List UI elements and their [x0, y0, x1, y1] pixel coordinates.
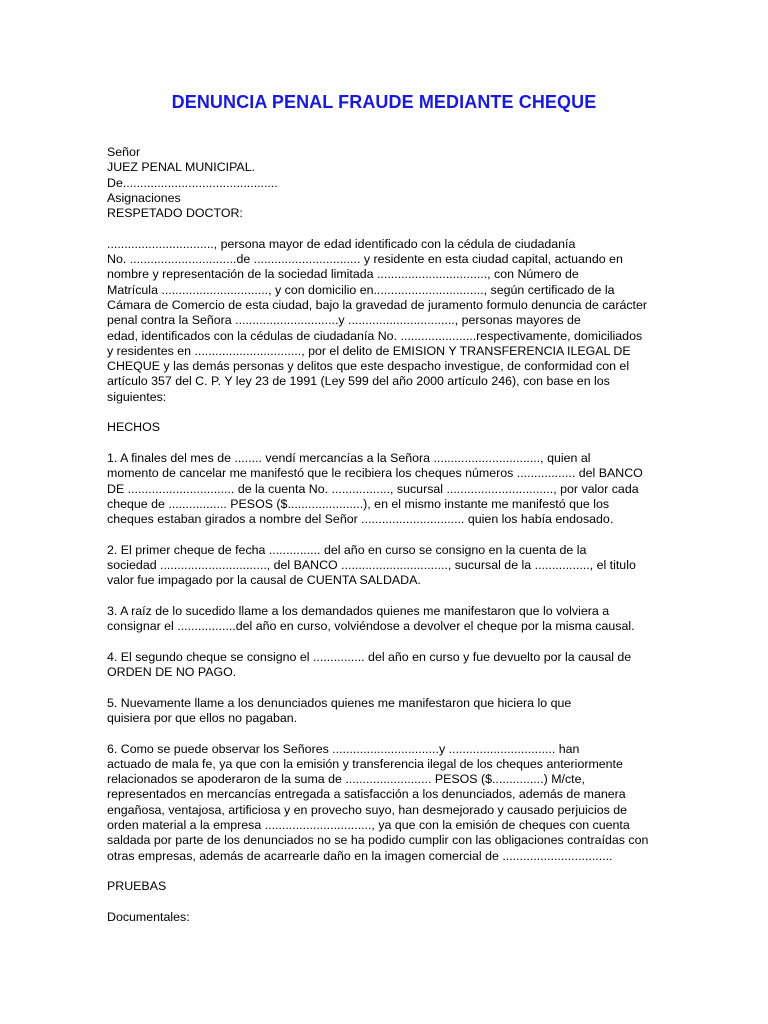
fact-line: consignar el .................del año en curso, volviéndose a devolver el cheque por la misma causal.	[107, 619, 635, 634]
fact-line: 6. Como se puede observar los Señores ...............................y ............................... han	[107, 741, 580, 756]
fact-line: saldada por parte de los denunciados no se ha podido cumplir con las obligaciones contraídas con	[107, 833, 649, 848]
address-line: Señor	[107, 145, 141, 159]
intro-line: penal contra la Señora ..............................y ..............................., personas mayores de	[107, 313, 581, 328]
intro-line: y residentes en ..............................., por el delito de EMISION Y TRANSFERENCIA ILEGAL DE	[107, 343, 631, 358]
documentales-heading: Documentales:	[107, 909, 190, 924]
fact-line: cheques estaban girados a nombre del Señor .............................. quien los había endosado.	[107, 512, 614, 527]
address-line: Asignaciones	[107, 190, 181, 205]
address-line: De.............................................	[107, 175, 278, 190]
fact-line: sociedad ..............................., del BANCO ..............................., sucursal de la ................, el titulo	[107, 558, 636, 573]
hechos-heading: HECHOS	[107, 420, 161, 435]
document-title: DENUNCIA PENAL FRAUDE MEDIANTE CHEQUE	[171, 92, 597, 112]
fact-line: valor fue impagado por la causal de CUENTA SALDADA.	[107, 573, 421, 588]
intro-line: ..............................., persona mayor de edad identificado con la cédula de ciudadanía	[107, 236, 576, 251]
intro-line: artículo 357 del C. P. Y ley 23 de 1991 (Ley 599 del año 2000 artículo 246), con base en los	[107, 374, 610, 389]
paragraph-gap	[107, 680, 667, 695]
fact-line: otras empresas, además de acarrearle daño en la imagen comercial de ................................	[107, 848, 613, 863]
fact-line: 5. Nuevamente llame a los denunciados quienes me manifestaron que hiciera lo que	[107, 695, 572, 710]
fact-line: engañosa, ventajosa, artificiosa y en provecho suyo, han desmejorado y causado perjuicios de	[107, 802, 628, 817]
paragraph-gap	[107, 895, 667, 910]
paragraph-gap	[107, 864, 667, 879]
fact-line: DE ............................... de la cuenta No. ................., sucursal ..............................., por valor cada	[107, 481, 639, 496]
paragraph-gap	[107, 527, 667, 542]
address-line: RESPETADO DOCTOR:	[107, 206, 243, 221]
intro-line: siguientes:	[107, 389, 167, 404]
intro-line: CHEQUE y las demás personas y delitos que este despacho investigue, de conformidad con el	[107, 359, 630, 374]
fact-line: 4. El segundo cheque se consigno el ............... del año en curso y fue devuelto por la causal de	[107, 649, 632, 664]
paragraph-gap	[107, 436, 667, 451]
address-line: JUEZ PENAL MUNICIPAL.	[107, 160, 256, 175]
fact-line: 2. El primer cheque de fecha ............... del año en curso se consigno en la cuenta de la	[107, 542, 587, 557]
intro-line: nombre y representación de la sociedad limitada ................................, con Número de	[107, 267, 579, 282]
intro-line: Matrícula ..............................., y con domicilio en................................, según certificado de la	[107, 282, 615, 297]
paragraph-gap	[107, 635, 667, 650]
fact-line: 3. A raíz de lo sucedido llame a los demandados quienes me manifestaron que lo volviera a	[107, 603, 610, 618]
paragraph-gap	[107, 726, 667, 741]
intro-line: No. ...............................de ............................... y residente en esta ciudad capital, actuando en	[107, 252, 623, 267]
fact-line: quisiera por que ellos no pagaban.	[107, 710, 298, 725]
fact-line: representados en mercancías entregada a satisfacción a los denunciados, además de manera	[107, 787, 626, 802]
fact-line: actuado de mala fe, ya que con la emisión y transferencia ilegal de los cheques anteriormente	[107, 756, 623, 771]
paragraph-gap	[107, 405, 667, 420]
paragraph-gap	[107, 589, 667, 604]
pruebas-heading: PRUEBAS	[107, 879, 167, 894]
fact-line: ORDEN DE NO PAGO.	[107, 665, 237, 680]
fact-line: orden material a la empresa ..............................., ya que con la emisión de cheques con cuenta	[107, 818, 630, 833]
fact-line: momento de cancelar me manifestó que le recibiera los cheques números ................. del BANCO	[107, 466, 643, 481]
fact-line: cheque de ................. PESOS ($......................), en el mismo instante me manifestó que los	[107, 496, 610, 511]
document-body	[107, 145, 667, 925]
paragraph-gap	[107, 221, 667, 236]
intro-line: edad, identificados con la cédulas de ciudadanía No. ......................respectivamente, domiciliados	[107, 328, 643, 343]
intro-line: Cámara de Comercio de esta ciudad, bajo la gravedad de juramento formulo denuncia de carácter	[107, 297, 647, 312]
fact-line: relacionados se apoderaron de la suma de ......................... PESOS ($...............) M/cte,	[107, 772, 585, 787]
fact-line: 1. A finales del mes de ........ vendí mercancías a la Señora ..............................., quien al	[107, 450, 591, 465]
